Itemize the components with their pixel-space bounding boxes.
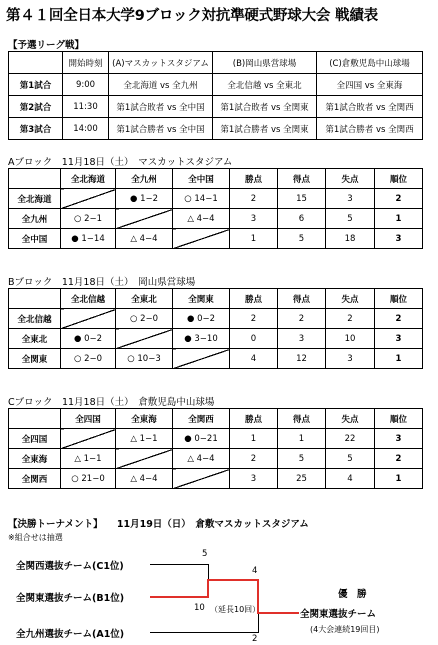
- block-b-header-cell: 全関東: [173, 289, 230, 309]
- block-a-label: Aブロック 11月18日（土） マスカットスタジアム: [8, 157, 233, 168]
- prelim-header-cell: (C)倉敷児島中山球場: [317, 52, 423, 74]
- block-a-rank: 1: [375, 209, 423, 229]
- block-c-header-row: [9, 409, 423, 429]
- prelim-cell: 第1試合勝者 vs 全関東: [213, 118, 317, 140]
- block-a-corner: [9, 169, 61, 189]
- block-a-header-row: [9, 169, 423, 189]
- block-a-result: △ 4−4: [173, 209, 230, 229]
- prelim-cell: 第1試合敗者 vs 全関西: [317, 96, 423, 118]
- block-b-row: [9, 329, 423, 349]
- block-c-runs-for: 5: [278, 449, 326, 469]
- block-c-team: 全関西: [9, 469, 61, 489]
- block-b-team: 全関東: [9, 349, 61, 369]
- bracket-team-c1: 全関西選抜チーム(C1位): [16, 561, 124, 572]
- block-b-header-cell: 全東北: [116, 289, 173, 309]
- prelim-header-cell: (B)岡山県営球場: [213, 52, 317, 74]
- block-a-team: 全中国: [9, 229, 61, 249]
- prelim-cell: 第3試合: [9, 118, 63, 140]
- block-a-runs-against: 3: [326, 189, 375, 209]
- bracket-line-c1: [150, 564, 208, 565]
- block-c-header-cell: 全東海: [116, 409, 173, 429]
- block-a-runs-against: 18: [326, 229, 375, 249]
- block-b-self-cell: [173, 349, 230, 369]
- draw-note: ※組合せは抽選: [8, 533, 63, 542]
- block-a-header-cell: 勝点: [230, 169, 278, 189]
- block-b-rank: 2: [375, 309, 423, 329]
- champion-label: 優 勝: [338, 589, 367, 600]
- block-a-result: △ 4−4: [116, 229, 173, 249]
- prelim-row: [9, 96, 423, 118]
- extra-inning-note: （延長10回）: [210, 605, 261, 614]
- bracket-line-champion: [257, 612, 299, 614]
- block-c-row: [9, 429, 423, 449]
- block-c-points: 1: [230, 429, 278, 449]
- prelim-header-row: [9, 52, 423, 74]
- block-a-self-cell: [61, 189, 116, 209]
- block-c-row: [9, 449, 423, 469]
- block-a-team: 全九州: [9, 209, 61, 229]
- block-b-header-cell: 全北信越: [61, 289, 116, 309]
- block-b-result: ● 3−10: [173, 329, 230, 349]
- block-b-row: [9, 349, 423, 369]
- prelim-cell: 14:00: [63, 118, 109, 140]
- bracket-line-a1-rise: [258, 613, 259, 632]
- prelim-cell: 第2試合: [9, 96, 63, 118]
- prelim-header-cell: 開始時刻: [63, 52, 109, 74]
- prelim-header-cell: (A)マスカットスタジアム: [109, 52, 213, 74]
- champion-note: (4大会連続19回目): [310, 625, 380, 634]
- champion-team: 全関東選抜チーム: [300, 609, 377, 620]
- block-b-rank: 1: [375, 349, 423, 369]
- block-a-header-cell: 全中国: [173, 169, 230, 189]
- final-label: 【決勝トーナメント】 11月19日（日） 倉敷マスカットスタジアム: [8, 519, 309, 530]
- block-a-runs-against: 5: [326, 209, 375, 229]
- block-a-row: [9, 229, 423, 249]
- block-c-rank: 3: [375, 429, 423, 449]
- block-a-runs-for: 5: [278, 229, 326, 249]
- block-c-runs-against: 4: [326, 469, 375, 489]
- block-b-header-cell: 勝点: [230, 289, 278, 309]
- block-a-header-cell: 全九州: [116, 169, 173, 189]
- prelim-cell: 全北海道 vs 全九州: [109, 74, 213, 96]
- block-c-self-cell: [173, 469, 230, 489]
- block-c-points: 2: [230, 449, 278, 469]
- block-a-row: [9, 209, 423, 229]
- prelim-corner: [9, 52, 63, 74]
- prelim-cell: 全北信越 vs 全東北: [213, 74, 317, 96]
- block-b-runs-for: 3: [278, 329, 326, 349]
- block-c-runs-against: 22: [326, 429, 375, 449]
- block-b-table: [8, 288, 423, 369]
- block-b-corner: [9, 289, 61, 309]
- block-a-table: [8, 168, 423, 249]
- block-a-header-cell: 順位: [375, 169, 423, 189]
- score-final-top: 4: [252, 566, 258, 576]
- block-b-result: ● 0−2: [61, 329, 116, 349]
- block-c-result: △ 4−4: [116, 469, 173, 489]
- page-title: 第４１回全日本大学9ブロック対抗準硬式野球大会 戦績表: [6, 8, 378, 24]
- bracket-team-a1: 全九州選抜チーム(A1位): [16, 629, 125, 640]
- block-b-header-cell: 得点: [278, 289, 326, 309]
- block-a-team: 全北海道: [9, 189, 61, 209]
- bracket-team-b1: 全関東選抜チーム(B1位): [16, 593, 125, 604]
- prelim-cell: 第1試合勝者 vs 全中国: [109, 118, 213, 140]
- block-c-self-cell: [61, 429, 116, 449]
- block-c-rank: 1: [375, 469, 423, 489]
- block-b-runs-for: 2: [278, 309, 326, 329]
- block-b-self-cell: [61, 309, 116, 329]
- block-a-points: 1: [230, 229, 278, 249]
- block-b-result: ○ 2−0: [61, 349, 116, 369]
- block-c-result: ● 0−21: [173, 429, 230, 449]
- block-c-team: 全四国: [9, 429, 61, 449]
- prelim-cell: 全四国 vs 全東海: [317, 74, 423, 96]
- bracket-line-c1-drop: [208, 564, 209, 580]
- prelim-cell: 第1試合勝者 vs 全関西: [317, 118, 423, 140]
- block-a-header-cell: 得点: [278, 169, 326, 189]
- block-c-corner: [9, 409, 61, 429]
- block-b-result: ● 0−2: [173, 309, 230, 329]
- block-c-header-cell: 勝点: [230, 409, 278, 429]
- block-a-self-cell: [173, 229, 230, 249]
- block-b-result: ○ 2−0: [116, 309, 173, 329]
- block-b-runs-against: 10: [326, 329, 375, 349]
- block-c-result: △ 1−1: [61, 449, 116, 469]
- prelim-cell: 9:00: [63, 74, 109, 96]
- prelim-table: [8, 51, 423, 140]
- block-a-result: ○ 2−1: [61, 209, 116, 229]
- block-b-rank: 3: [375, 329, 423, 349]
- block-a-header-cell: 全北海道: [61, 169, 116, 189]
- block-b-self-cell: [116, 329, 173, 349]
- block-c-runs-for: 25: [278, 469, 326, 489]
- block-a-runs-for: 6: [278, 209, 326, 229]
- block-b-runs-against: 3: [326, 349, 375, 369]
- score-final-bottom: 2: [252, 634, 258, 644]
- block-a-rank: 3: [375, 229, 423, 249]
- prelim-cell: 第1試合敗者 vs 全関東: [213, 96, 317, 118]
- block-b-team: 全東北: [9, 329, 61, 349]
- block-b-header-row: [9, 289, 423, 309]
- block-a-runs-for: 15: [278, 189, 326, 209]
- block-c-team: 全東海: [9, 449, 61, 469]
- block-c-result: △ 1−1: [116, 429, 173, 449]
- block-a-row: [9, 189, 423, 209]
- block-c-label: Cブロック 11月18日（土） 倉敷児島中山球場: [8, 397, 215, 408]
- block-a-result: ● 1−2: [116, 189, 173, 209]
- block-b-runs-against: 2: [326, 309, 375, 329]
- score-semi-top: 5: [202, 549, 208, 559]
- block-c-runs-for: 1: [278, 429, 326, 449]
- block-a-result: ● 1−14: [61, 229, 116, 249]
- block-a-points: 2: [230, 189, 278, 209]
- block-c-rank: 2: [375, 449, 423, 469]
- block-c-result: ○ 21−0: [61, 469, 116, 489]
- block-c-header-cell: 全関西: [173, 409, 230, 429]
- bracket-line-b1: [150, 596, 208, 598]
- bracket-line-b1-rise: [207, 580, 209, 598]
- block-b-result: ○ 10−3: [116, 349, 173, 369]
- block-b-points: 2: [230, 309, 278, 329]
- score-semi-bottom: 10: [194, 603, 205, 613]
- block-b-row: [9, 309, 423, 329]
- block-a-points: 3: [230, 209, 278, 229]
- block-a-self-cell: [116, 209, 173, 229]
- block-c-result: △ 4−4: [173, 449, 230, 469]
- block-c-runs-against: 5: [326, 449, 375, 469]
- block-c-table: [8, 408, 423, 489]
- prelim-row: [9, 74, 423, 96]
- prelim-row: [9, 118, 423, 140]
- prelim-cell: 11:30: [63, 96, 109, 118]
- bracket-line-a1: [150, 632, 259, 633]
- block-b-header-cell: 順位: [375, 289, 423, 309]
- block-b-points: 0: [230, 329, 278, 349]
- block-c-row: [9, 469, 423, 489]
- block-b-points: 4: [230, 349, 278, 369]
- block-a-rank: 2: [375, 189, 423, 209]
- block-b-header-cell: 失点: [326, 289, 375, 309]
- block-b-label: Bブロック 11月18日（土） 岡山県営球場: [8, 277, 196, 288]
- prelim-cell: 第1試合: [9, 74, 63, 96]
- bracket-line-semi-winner: [207, 579, 259, 581]
- block-b-team: 全北信越: [9, 309, 61, 329]
- block-c-header-cell: 得点: [278, 409, 326, 429]
- block-c-self-cell: [116, 449, 173, 469]
- block-c-header-cell: 順位: [375, 409, 423, 429]
- block-c-points: 3: [230, 469, 278, 489]
- block-c-header-cell: 失点: [326, 409, 375, 429]
- block-b-runs-for: 12: [278, 349, 326, 369]
- prelim-cell: 第1試合敗者 vs 全中国: [109, 96, 213, 118]
- block-a-result: ○ 14−1: [173, 189, 230, 209]
- block-c-header-cell: 全四国: [61, 409, 116, 429]
- prelim-label: 【予選リーグ戦】: [8, 40, 85, 51]
- block-a-header-cell: 失点: [326, 169, 375, 189]
